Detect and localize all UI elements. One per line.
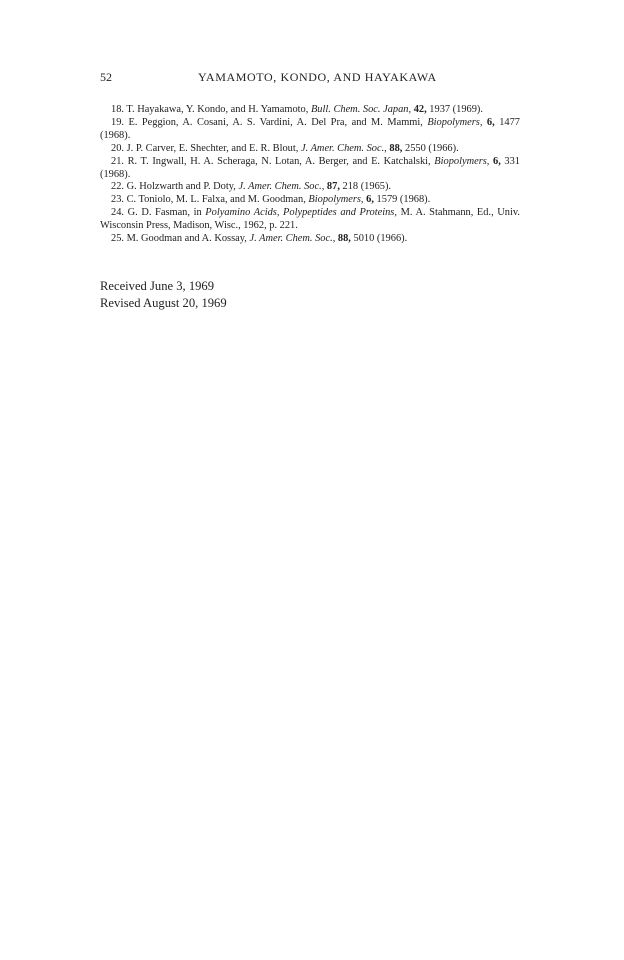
- reference-item: [100, 233, 520, 246]
- reference-authors: T. Hayakawa, Y. Kondo, and H. Yamamoto,: [126, 104, 309, 115]
- reference-journal: Biopolymers,: [434, 155, 490, 167]
- reference-book-title: Polyamino Acids, Polypeptides and Proteins,: [205, 207, 397, 219]
- reference-journal: J. Amer. Chem. Soc.,: [249, 233, 336, 245]
- reference-volume: 6,: [493, 155, 501, 167]
- reference-pages: 1579 (1968).: [376, 194, 431, 206]
- reference-volume: 6,: [486, 116, 495, 128]
- running-head-title: YAMAMOTO, KONDO, AND HAYAKAWA: [198, 70, 437, 84]
- reference-authors: G. Holzwarth and P. Doty,: [126, 181, 236, 193]
- reference-number: 21.: [111, 155, 124, 167]
- reference-item: [100, 104, 520, 117]
- reference-journal: Biopolymers,: [427, 116, 483, 128]
- reference-volume: 87,: [326, 181, 340, 193]
- reference-item: [100, 207, 520, 233]
- reference-item: [100, 117, 520, 143]
- reference-number: 20.: [111, 142, 124, 154]
- reference-authors: C. Toniolo, M. L. Falxa, and M. Goodman,: [126, 194, 306, 206]
- reference-authors: R. T. Ingwall, H. A. Scheraga, N. Lotan, A. Berger, and E. Katchalski,: [127, 155, 431, 167]
- running-head: [100, 70, 520, 90]
- reference-volume: 88,: [389, 142, 403, 154]
- reference-item: [100, 143, 520, 156]
- reference-list: [100, 104, 520, 246]
- reference-volume: 42,: [413, 104, 427, 115]
- reference-authors: E. Peggion, A. Cosani, A. S. Vardini, A. Del Pra, and M. Mammi,: [128, 116, 423, 128]
- reference-journal: Bull. Chem. Soc. Japan,: [310, 104, 412, 115]
- revised-date: Revised August 20, 1969: [100, 295, 227, 310]
- reference-publisher: M. A. Stahmann, Ed., Univ. Wisconsin Press, Madison, Wisc., 1962, p. 221.: [100, 207, 520, 232]
- reference-authors: G. D. Fasman, in: [127, 207, 202, 219]
- reference-authors: M. Goodman and A. Kossay,: [126, 233, 247, 245]
- reference-item: [100, 194, 520, 207]
- received-date: Received June 3, 1969: [100, 279, 215, 293]
- reference-pages: 218 (1965).: [342, 181, 392, 193]
- page-number: 52: [100, 70, 112, 84]
- reference-pages: 1937 (1969).: [429, 104, 483, 115]
- reference-volume: 88,: [337, 233, 351, 245]
- reference-volume: 6,: [366, 194, 374, 206]
- reference-number: 23.: [111, 194, 124, 206]
- reference-item: [100, 156, 520, 182]
- reference-number: 18.: [111, 104, 124, 115]
- reference-pages: 1477 (1968).: [100, 116, 520, 141]
- reference-number: 25.: [111, 233, 124, 245]
- reference-number: 24.: [111, 207, 124, 219]
- reference-item: [100, 181, 520, 194]
- reference-authors: J. P. Carver, E. Shechter, and E. R. Blout,: [126, 142, 299, 154]
- reference-number: 22.: [111, 181, 124, 193]
- reference-pages: 2550 (1966).: [405, 142, 459, 154]
- reference-number: 19.: [111, 116, 124, 128]
- manuscript-dates: [100, 278, 520, 311]
- reference-journal: J. Amer. Chem. Soc.,: [300, 142, 387, 154]
- reference-journal: J. Amer. Chem. Soc.,: [238, 181, 325, 193]
- reference-pages: 331 (1968).: [100, 155, 520, 180]
- reference-pages: 5010 (1966).: [353, 233, 408, 245]
- reference-journal: Biopolymers,: [308, 194, 364, 206]
